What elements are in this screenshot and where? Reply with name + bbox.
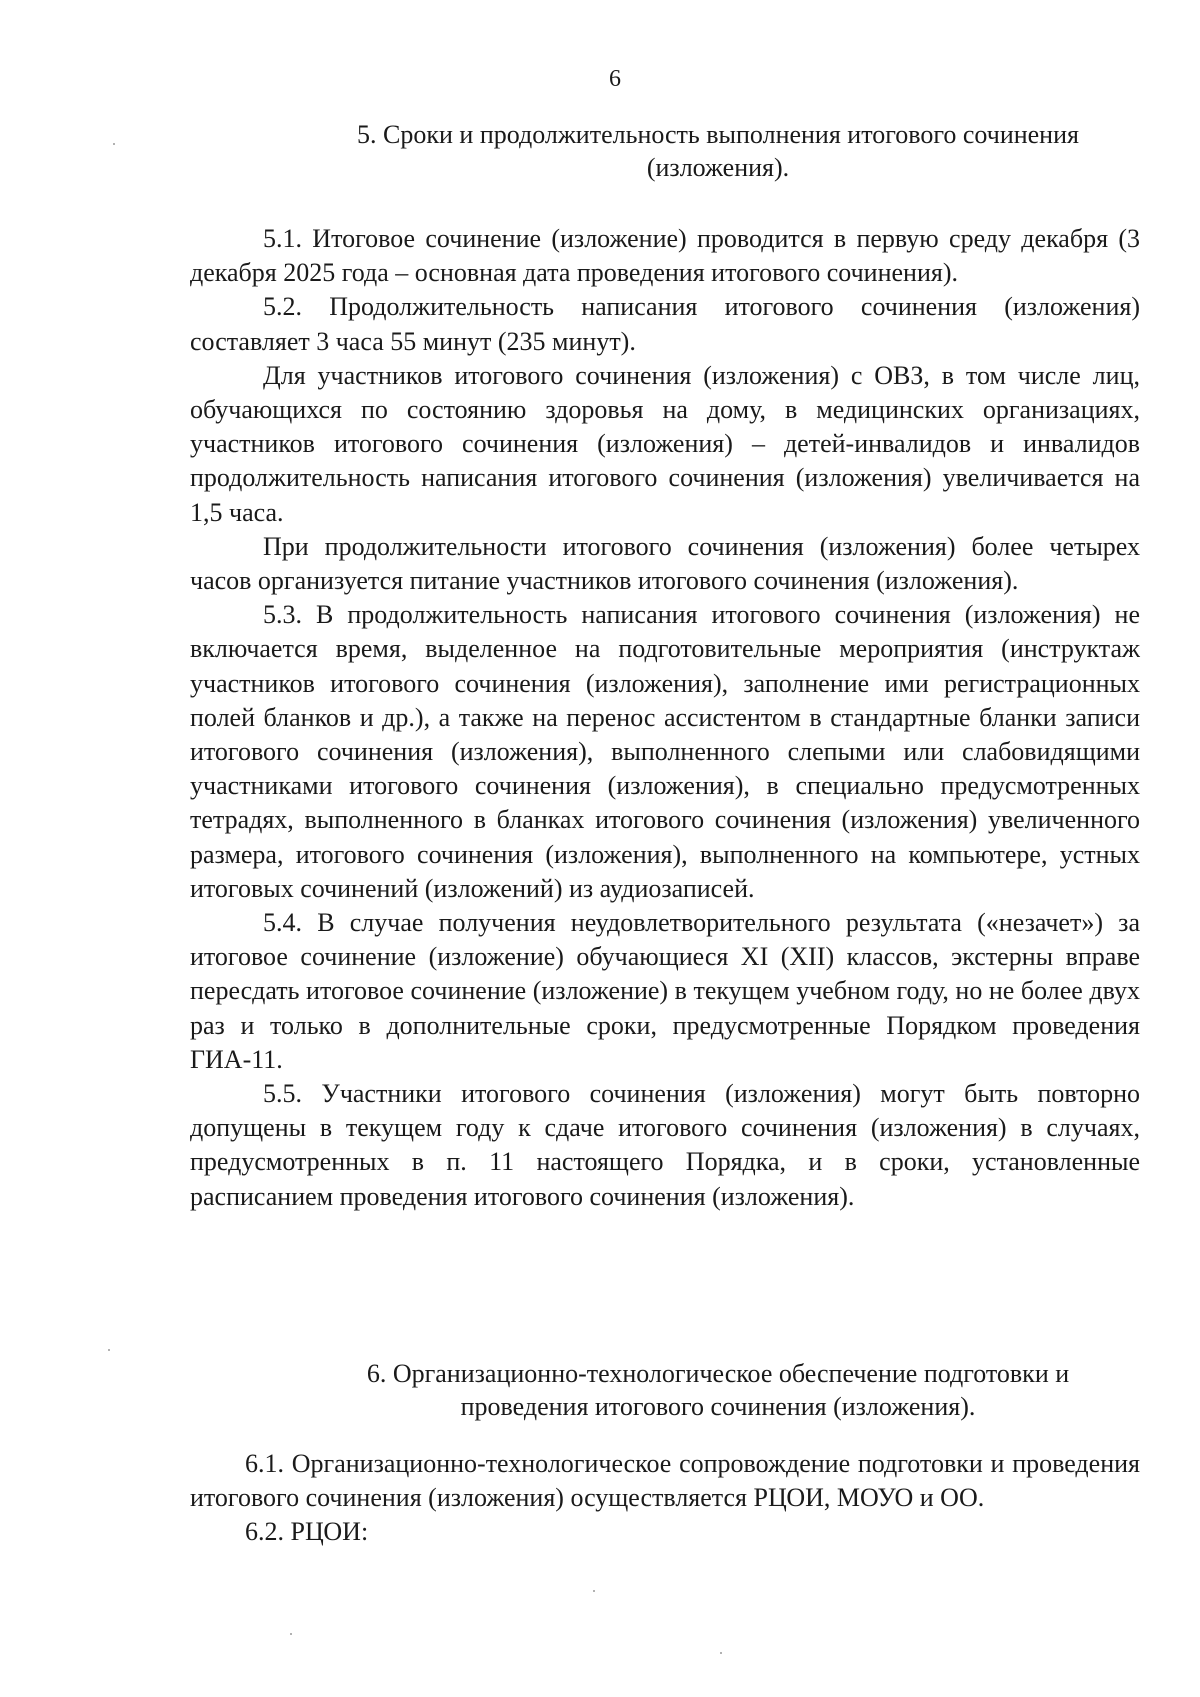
paragraph-5-4: 5.4. В случае получения неудовлетворительного результата («незачет») за итоговое сочинение (изложение) обучающиеся XI (XII) классов, экстерны вправе пересдать итоговое сочинение (изложение) в текущем учебном году, но не более двух раз и только в дополнительные сроки, предусмотренные Порядком проведения ГИА-11. — [190, 908, 1140, 1074]
paragraph-5-1: 5.1. Итоговое сочинение (изложение) проводится в первую среду декабря (3 декабря 2025 года – основная дата проведения итогового сочинения). — [190, 224, 1140, 288]
section-6-heading: 6. Организационно-технологическое обеспечение подготовки и проведения итогового сочинения (изложения). — [366, 1359, 1070, 1421]
paragraph-6-2: 6.2. РЦОИ: — [245, 1517, 369, 1547]
section-5-heading: 5. Сроки и продолжительность выполнения итогового сочинения (изложения). — [357, 120, 1079, 182]
scan-speck — [290, 1633, 292, 1635]
paragraph-5-3: 5.3. В продолжительность написания итогового сочинения (изложения) не включается время, выделенное на подготовительные мероприятия (инструктаж участников итогового сочинения (изложения), заполнение ими регистрационных полей бланков и др.), а также на перенос ассистентом в стандартные бланки записи итогового сочинения (изложения), выполненного слепыми или слабовидящими участниками итогового сочинения (изложения), в специально предусмотренных тетрадях, выполненного в бланках итогового сочинения (изложения) увеличенного размера, итогового сочинения (изложения), выполненного на компьютере, устных итоговых сочинений (изложений) из аудиозаписей. — [190, 600, 1140, 903]
page-number: 6 — [609, 66, 621, 92]
section-6-body — [190, 1447, 1140, 1550]
scan-speck — [113, 143, 115, 145]
scan-speck — [720, 1652, 722, 1654]
section-5-body — [190, 222, 1140, 1214]
paragraph-6-1: 6.1. Организационно-технологическое сопровождение подготовки и проведения итогового сочинения (изложения) осуществляется РЦОИ, МОУО и ОО. — [190, 1449, 1140, 1513]
scan-speck — [593, 1590, 595, 1592]
paragraph-5-5: 5.5. Участники итогового сочинения (изложения) могут быть повторно допущены в текущем году к сдаче итогового сочинения (изложения) в случаях, предусмотренных в п. 11 настоящего Порядка, и в сроки, установленные расписанием проведения итогового сочинения (изложения). — [190, 1079, 1140, 1211]
paragraph-5-2-ovz: Для участников итогового сочинения (изложения) с ОВЗ, в том числе лиц, обучающихся по состоянию здоровья на дому, в медицинских организациях, участников итогового сочинения (изложения) – детей-инвалидов и инвалидов продолжительность написания итогового сочинения (изложения) увеличивается на 1,5 часа. — [190, 360, 1140, 527]
paragraph-5-2-meals: При продолжительности итогового сочинения (изложения) более четырех часов организуется питание участников итогового сочинения (изложения). — [190, 531, 1140, 596]
paragraph-5-2: 5.2. Продолжительность написания итогового сочинения (изложения) составляет 3 часа 55 минут (235 минут). — [190, 292, 1140, 356]
scan-speck — [108, 1349, 110, 1351]
